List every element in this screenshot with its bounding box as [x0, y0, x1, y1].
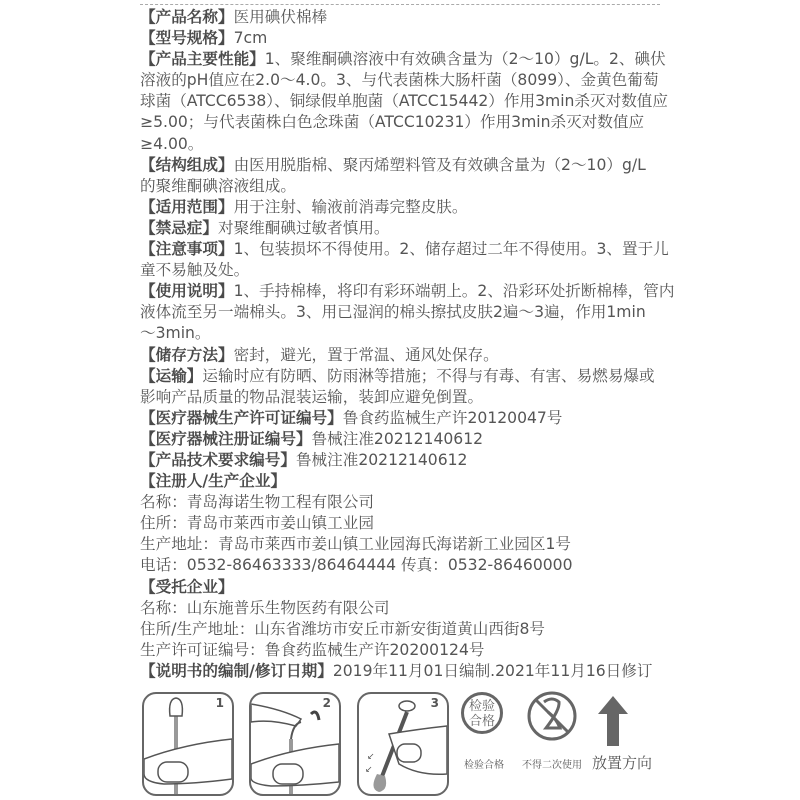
section-text: 对聚维酮碘过敏者慎用。: [217, 218, 390, 237]
text-line: [140, 555, 670, 576]
text-line: [140, 450, 670, 471]
svg-text:↙: ↙: [365, 765, 373, 775]
step-1-illustration: [142, 692, 234, 796]
section-text: 由医用脱脂棉、聚丙烯塑料管及有效碘含量为（2～10）g/L: [233, 155, 646, 174]
single-use-icon: [526, 690, 578, 742]
section-label: 【产品主要性能】: [140, 50, 265, 69]
section-text: 电话：0532-86463333/86464444 传真：0532-86460000: [140, 556, 573, 575]
text-line: [140, 176, 670, 197]
section-text: 用于注射、输液前消毒完整皮肤。: [233, 197, 468, 216]
text-line: [140, 661, 670, 682]
text-line: [140, 155, 670, 176]
text-line: [140, 640, 670, 661]
text-line: [140, 408, 670, 429]
text-line: [140, 366, 670, 387]
section-text: 1、聚维酮碘溶液中有效碘含量为（2～10）g/L。2、碘伏: [264, 50, 666, 69]
section-label: 【受托企业】: [140, 577, 234, 596]
section-label: 【医疗器械注册证编号】: [140, 429, 312, 448]
text-line: [140, 619, 670, 640]
text-line: [140, 7, 670, 28]
svg-text:↙: ↙: [367, 752, 375, 762]
section-text: 住所/生产地址：山东省潍坊市安丘市新安街道黄山西街8号: [140, 619, 546, 638]
text-line: [140, 28, 670, 49]
section-label: 【注册人/生产企业】: [140, 472, 287, 491]
section-text: 鲁械注准20212140612: [311, 429, 484, 448]
text-line: [140, 534, 670, 555]
section-text: 7cm: [233, 29, 268, 48]
section-text: 医用碘伏棉棒: [233, 8, 328, 26]
section-label: 【运输】: [140, 366, 203, 385]
text-line: [140, 197, 670, 218]
section-text: 溶液的pH值应在2.0～4.0。3、与代表菌株大肠杆菌（8099）、金黄色葡萄: [140, 71, 659, 90]
text-line: [140, 598, 670, 619]
step-number: 1: [215, 696, 224, 710]
text-line: [140, 323, 670, 344]
section-text: 生产许可证编号：鲁食药监械生产许20200124号: [140, 640, 485, 659]
section-label: 【医疗器械生产许可证编号】: [140, 408, 343, 427]
inspected-badge: 检验 合格: [461, 692, 503, 734]
dashed-divider: [140, 4, 660, 5]
section-text: 的聚维酮碘溶液组成。: [140, 176, 296, 195]
step-number: 2: [322, 696, 331, 710]
section-text: 1、手持棉棒，将印有彩环端朝上。2、沿彩环处折断棉棒，管内: [233, 282, 675, 301]
section-label: 【型号规格】: [140, 29, 234, 48]
section-text: 名称：青岛海诺生物工程有限公司: [140, 493, 374, 512]
section-text: 影响产品质量的物品混装运输，装卸应避免倒置。: [140, 387, 484, 406]
section-label: 【适用范围】: [140, 197, 234, 216]
section-text: 球菌（ATCC6538）、铜绿假单胞菌（ATCC15442）作用3min杀灭对数值应: [140, 92, 668, 111]
arrow-up-icon: [598, 696, 628, 746]
text-line: [140, 577, 670, 598]
text-line: [140, 281, 675, 302]
orientation-caption: 放置方向: [592, 754, 653, 772]
text-line: [140, 345, 670, 366]
text-line: [140, 70, 670, 91]
step-2-illustration: [249, 692, 341, 796]
section-text: 鲁械注准20212140612: [295, 450, 468, 469]
section-text: 童不易触及处。: [140, 261, 250, 280]
text-line: [140, 302, 670, 323]
section-label: 【产品技术要求编号】: [140, 450, 296, 469]
section-text: 生产地址：青岛市莱西市姜山镇工业园海氏海诺新工业园区1号: [140, 535, 571, 554]
section-text: 液体流至另一端棉头。3、用已湿润的棉头擦拭皮肤2遍～3遍，作用1min: [140, 303, 646, 322]
section-text: 运输时应有防晒、防雨淋等措施；不得与有毒、有害、易燃易爆或: [202, 366, 655, 385]
inspected-caption: 检验合格: [464, 760, 504, 771]
text-line: [140, 260, 670, 281]
text-line: [140, 387, 670, 408]
step-number: 3: [430, 696, 439, 710]
section-label: 【注意事项】: [140, 240, 234, 259]
text-line: [140, 471, 670, 492]
section-label: 【说明书的编制/修订日期】: [140, 661, 333, 680]
section-text: ≥5.00；与代表菌株白色念珠菌（ATCC10231）作用3min杀灭对数值应: [140, 113, 645, 132]
text-line: [140, 91, 670, 112]
section-text: 鲁食药监械生产许20120047号: [342, 408, 563, 427]
section-text: 名称：山东施普乐生物医药有限公司: [140, 598, 390, 617]
section-text: 2019年11月01日编制.2021年11月16日修订: [332, 661, 653, 680]
section-label: 【储存方法】: [140, 345, 234, 364]
section-text: ～3min。: [140, 324, 211, 343]
step-3-illustration: [357, 692, 449, 796]
section-text: ≥4.00。: [140, 134, 204, 153]
section-label: 【禁忌症】: [140, 218, 218, 237]
section-text: 1、包装损坏不得使用。2、储存超过二年不得使用。3、置于儿: [233, 240, 669, 259]
section-label: 【结构组成】: [140, 155, 234, 174]
text-line: [140, 429, 670, 450]
instructions-text: [140, 7, 675, 682]
section-label: 【使用说明】: [140, 282, 234, 301]
text-line: [140, 49, 670, 70]
section-label: 【产品名称】: [140, 8, 234, 26]
text-line: [140, 112, 670, 133]
text-line: [140, 239, 670, 260]
text-line: [140, 492, 670, 513]
single-use-caption: 不得二次使用: [522, 760, 582, 771]
text-line: [140, 218, 670, 239]
text-line: [140, 513, 670, 534]
section-text: 密封，避光，置于常温、通风处保存。: [233, 345, 499, 364]
section-text: 住所：青岛市莱西市姜山镇工业园: [140, 514, 374, 533]
text-line: [140, 134, 670, 155]
